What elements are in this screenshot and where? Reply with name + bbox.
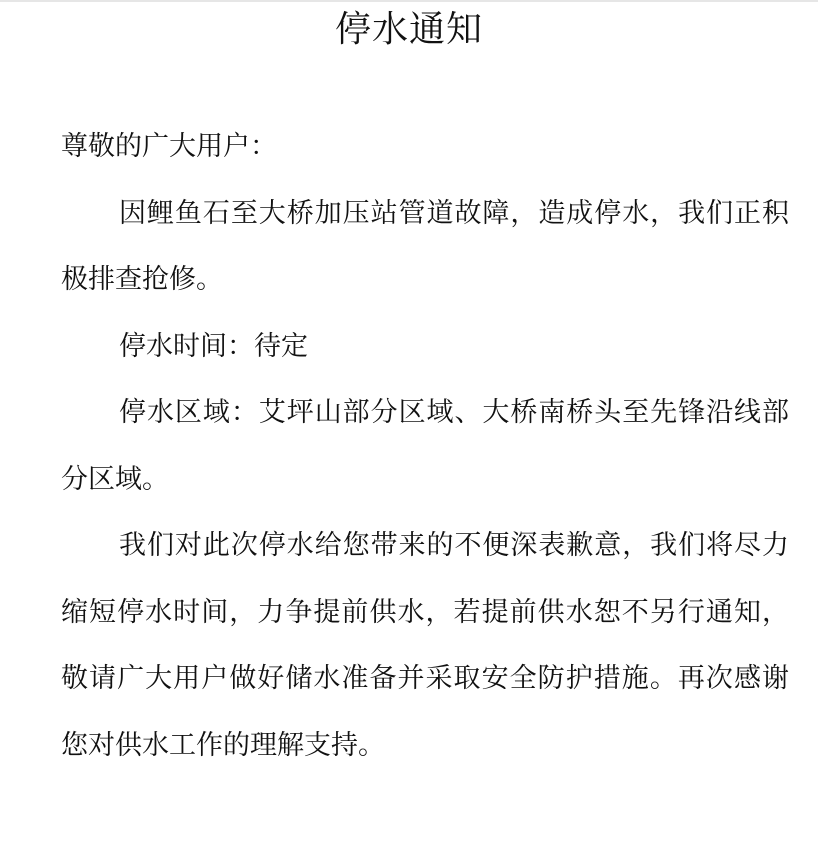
- paragraph-apology: 我们对此次停水给您带来的不便深表歉意，我们将尽力缩短停水时间，力争提前供水，若提前供水恕不另行通知，敬请广大用户做好储水准备并采取安全防护措施。再次感谢您对供水工作的理解支持。: [61, 530, 789, 761]
- paragraph-outage-time: 停水时间：待定: [119, 330, 308, 362]
- paragraph-cause: 因鲤鱼石至大桥加压站管道故障，造成停水，我们正积极排查抢修。: [61, 197, 789, 295]
- paragraph-outage-area: 停水区域：艾坪山部分区域、大桥南桥头至先锋沿线部分区域。: [61, 397, 789, 495]
- notice-body: [61, 114, 789, 779]
- notice-title: 停水通知: [334, 9, 483, 50]
- salutation: 尊敬的广大用户：: [61, 131, 277, 162]
- top-divider: [0, 0, 818, 2]
